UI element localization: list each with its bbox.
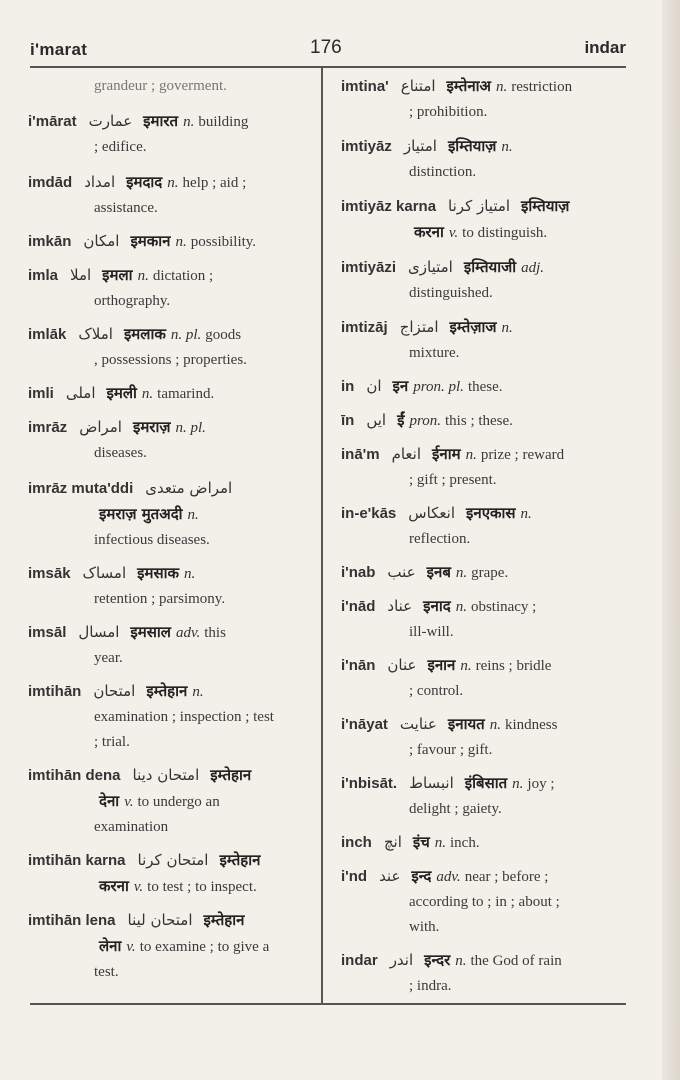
definition: prize ; reward [480, 447, 565, 463]
dictionary-entry [28, 934, 310, 985]
urdu-form: امداد [84, 173, 116, 191]
hindi-form: इम्तेहान [210, 766, 252, 784]
definition-continued: infectious diseases. [94, 532, 210, 548]
dictionary-entry [28, 381, 310, 407]
dictionary-entry [341, 653, 629, 704]
dictionary-entry [28, 908, 310, 934]
headword: in [341, 378, 355, 395]
definition-continued: distinguished. [409, 285, 493, 301]
headword: i'mārat [28, 113, 77, 130]
urdu-form: امساک [82, 564, 127, 582]
dictionary-entry [341, 948, 629, 999]
dictionary-entry [28, 789, 310, 840]
dictionary-entry [341, 220, 629, 246]
urdu-form: امسال [78, 623, 120, 641]
urdu-form: امتیاز [403, 137, 437, 155]
hindi-form: इन्द [411, 867, 432, 885]
dictionary-entry [28, 874, 310, 900]
hindi-form: इमकान [130, 232, 171, 250]
definition: ; trial. [94, 734, 130, 750]
part-of-speech: pron. pl. [413, 379, 464, 395]
headword: imrāz muta'ddi [28, 480, 134, 497]
part-of-speech: n. [434, 835, 447, 851]
definition: obstinacy ; [470, 599, 537, 615]
entry-line [28, 679, 310, 705]
urdu-form: امتزاج [399, 318, 439, 336]
hindi-form: इंच [412, 833, 430, 851]
headword: i'nāyat [341, 716, 388, 733]
definition-continued: assistance. [94, 200, 158, 216]
page-number: 176 [310, 37, 342, 58]
part-of-speech: n. [489, 717, 501, 733]
entry-line [28, 476, 310, 502]
definition: grape. [471, 565, 509, 581]
headword: imsāk [28, 565, 71, 582]
definition-continued: test. [94, 964, 119, 980]
hindi-form: इन [392, 377, 409, 395]
entry-line [28, 502, 310, 528]
entry-line [28, 908, 310, 934]
hindi-form: इनाद [423, 597, 451, 615]
definition-continued: ; edifice. [94, 139, 147, 155]
dictionary-entry [341, 771, 629, 822]
part-of-speech: n. [187, 507, 199, 523]
entry-line [28, 74, 310, 99]
dictionary-entry [28, 322, 310, 373]
entry-line [28, 109, 310, 135]
part-of-speech: pron. [409, 413, 442, 429]
definition-continued: year. [94, 650, 123, 666]
entry-line [341, 194, 629, 220]
dictionary-entry [341, 408, 629, 434]
urdu-form: عند [379, 867, 401, 885]
hindi-form: करना [414, 223, 444, 241]
dictionary-entry [28, 679, 310, 730]
urdu-form: ان [366, 377, 382, 395]
dictionary-entry [341, 74, 629, 125]
headword: īn [341, 412, 355, 429]
definition-continued: ill-will. [409, 624, 454, 640]
part-of-speech: n. [455, 565, 468, 581]
dictionary-entry [341, 442, 629, 493]
hindi-form: इन्दर [424, 951, 451, 969]
urdu-form: امتناع [400, 77, 436, 95]
urdu-form: امتحان دینا [132, 766, 200, 784]
entry-line [341, 864, 629, 890]
definition: restriction [511, 79, 573, 95]
definition: this [204, 625, 226, 641]
hindi-form: इनब [426, 563, 451, 581]
definition-continued: distinction. [409, 164, 477, 180]
headword: inch [341, 834, 372, 851]
dictionary-entry [28, 170, 310, 221]
dictionary-entry [341, 134, 629, 185]
entry-line [341, 134, 629, 160]
headword: imtihān [28, 683, 82, 700]
dictionary-entry [341, 194, 629, 220]
headword: imtizāj [341, 319, 388, 336]
dictionary-entry [341, 560, 629, 586]
entry-line [28, 848, 310, 874]
urdu-form: اندر [389, 951, 414, 969]
entry-line [28, 322, 310, 348]
headword: imtihān dena [28, 767, 121, 784]
entry-line [28, 381, 310, 407]
hindi-form: ईं [397, 411, 405, 429]
hindi-form: इमारत [143, 112, 179, 130]
part-of-speech: n. [465, 447, 477, 463]
entry-line [28, 561, 310, 587]
headword: imsāl [28, 624, 67, 641]
entry-line [341, 771, 629, 797]
definition-continued: retention ; parsimony. [94, 591, 226, 607]
definition: reins ; bridle [475, 658, 552, 674]
urdu-form: عناد [387, 597, 413, 615]
hindi-form: इमलाक [123, 325, 166, 343]
urdu-form: عنب [387, 563, 416, 581]
part-of-speech: n. [455, 953, 467, 969]
hindi-form: इम्तियाज़ [447, 137, 497, 155]
dictionary-entry [28, 476, 310, 502]
urdu-form: امتحان [93, 682, 136, 700]
definition-continued: ; control. [409, 683, 464, 699]
entry-line [28, 170, 310, 196]
headword: imkān [28, 233, 72, 250]
dictionary-entry [341, 864, 629, 940]
urdu-form: عنان [387, 656, 417, 674]
definition-continued: ; favour ; gift. [409, 742, 493, 758]
definition-continued: examination ; inspection ; test [94, 709, 274, 725]
top-rule [30, 66, 626, 68]
definition: to distinguish. [462, 225, 548, 241]
hindi-form: इमराज़ मुतअदी [99, 505, 183, 523]
entry-line [28, 229, 310, 255]
page-edge [662, 0, 680, 1080]
hindi-form: इमला [102, 266, 133, 284]
urdu-form: امراض [79, 418, 122, 436]
part-of-speech: n. [175, 234, 187, 250]
hindi-form: लेना [99, 937, 122, 955]
part-of-speech: n. [501, 139, 513, 155]
part-of-speech: v. [124, 794, 134, 810]
entry-line [28, 730, 310, 755]
dictionary-entry [28, 502, 310, 553]
part-of-speech: n. [141, 386, 154, 402]
hindi-form: इमसाल [130, 623, 171, 641]
hindi-form: देना [99, 792, 120, 810]
dictionary-entry [28, 263, 310, 314]
entry-line [28, 263, 310, 289]
hindi-form: इमदाद [126, 173, 163, 191]
definition-continued: ; indra. [409, 978, 452, 994]
definition: inch. [450, 835, 480, 851]
part-of-speech: v. [126, 939, 136, 955]
dictionary-entry [341, 830, 629, 856]
hindi-form: इम्तेज़ाज [449, 318, 497, 336]
urdu-form: انعکاس [408, 504, 456, 522]
hindi-form: इम्तियाजी [463, 258, 517, 276]
definition: tamarind. [157, 386, 215, 402]
part-of-speech: n. pl. [175, 420, 206, 436]
headword: imlāk [28, 326, 67, 343]
definition-continued: mixture. [409, 345, 460, 361]
definition: near ; before ; [464, 869, 549, 885]
hindi-form: इमराज़ [132, 418, 171, 436]
headword: in-e'kās [341, 505, 397, 522]
urdu-form: امراض متعدی [145, 479, 233, 497]
entry-line [28, 415, 310, 441]
hindi-form: इनएकास [466, 504, 516, 522]
entry-line [341, 374, 629, 400]
urdu-form: ایں [366, 411, 387, 429]
definition-continued: examination [94, 819, 169, 835]
definition-continued: ; gift ; present. [409, 472, 497, 488]
entry-line [341, 560, 629, 586]
hindi-form: इम्तेहान [219, 851, 261, 869]
definition: joy ; [527, 776, 555, 792]
definition-continued: according to ; in ; about ; [409, 894, 560, 910]
right-guide-word: indar [584, 38, 626, 57]
headword: imtiyāzi [341, 259, 397, 276]
part-of-speech: n. [184, 566, 196, 582]
dictionary-entry [28, 730, 310, 755]
definition-continued: with. [409, 919, 440, 935]
definition-continued: ; prohibition. [409, 104, 488, 120]
headword: imla [28, 267, 59, 284]
part-of-speech: n. [183, 114, 195, 130]
dictionary-entry [28, 74, 310, 99]
entry-line [341, 653, 629, 679]
dictionary-entry [28, 848, 310, 874]
headword: imtiyāz karna [341, 198, 437, 215]
part-of-speech: adv. [175, 625, 201, 641]
definition-continued: reflection. [409, 531, 471, 547]
left-guide-word: i'marat [30, 40, 88, 59]
urdu-form: امتحان کرنا [137, 851, 209, 869]
dictionary-entry [28, 415, 310, 466]
urdu-form: انبساط [409, 774, 454, 792]
hindi-form: इनायत [447, 715, 485, 733]
part-of-speech: n. [460, 658, 472, 674]
definition-continued: diseases. [94, 445, 147, 461]
hindi-form: इम्तियाज़ [521, 197, 570, 215]
entry-line [341, 830, 629, 856]
urdu-form: املا [70, 266, 92, 284]
dictionary-entry [28, 763, 310, 789]
hindi-form: इंबिसात [464, 774, 508, 792]
definition: goods [205, 327, 242, 343]
part-of-speech: n. [520, 506, 532, 522]
hindi-form: इमसाक [137, 564, 180, 582]
hindi-form: इम्तेनाअ [446, 77, 491, 95]
headword: i'nd [341, 868, 368, 885]
part-of-speech: n. pl. [170, 327, 202, 343]
entry-line [341, 501, 629, 527]
entry-line [28, 934, 310, 960]
hindi-form: ईनाम [432, 445, 461, 463]
dictionary-entry [341, 712, 629, 763]
definition-continued: , possessions ; properties. [94, 352, 247, 368]
definition: these. [467, 379, 503, 395]
part-of-speech: adj. [521, 260, 545, 276]
entry-line [28, 763, 310, 789]
definition: help ; aid ; [182, 175, 247, 191]
bottom-rule [30, 1003, 626, 1005]
dictionary-entry [341, 501, 629, 552]
right-column [341, 74, 629, 999]
part-of-speech: n. [512, 776, 524, 792]
urdu-form: عنایت [399, 715, 437, 733]
headword: inā'm [341, 446, 380, 463]
headword: imtihān lena [28, 912, 116, 929]
definition: to undergo an [137, 794, 220, 810]
definition: this ; these. [445, 413, 513, 429]
dictionary-entry [28, 561, 310, 612]
entry-line [341, 74, 629, 100]
part-of-speech: n. [137, 268, 149, 284]
headword: imtina' [341, 78, 389, 95]
headword: imdād [28, 174, 73, 191]
part-of-speech: v. [133, 879, 144, 895]
definition: building [198, 114, 249, 130]
urdu-form: عمارت [88, 112, 133, 130]
headword: imtihān karna [28, 852, 126, 869]
hindi-form: इनान [427, 656, 456, 674]
headword: imtiyāz [341, 138, 392, 155]
dictionary-entry [28, 620, 310, 671]
definition-continued: orthography. [94, 293, 171, 309]
headword: i'nān [341, 657, 376, 674]
definition: the God of rain [470, 953, 562, 969]
entry-line [28, 620, 310, 646]
part-of-speech: adv. [436, 869, 461, 885]
part-of-speech: n. [501, 320, 513, 336]
entry-line [28, 789, 310, 815]
dictionary-entry [341, 255, 629, 306]
headword: i'nab [341, 564, 376, 581]
dictionary-entry [341, 315, 629, 366]
urdu-form: امتیاز کرنا [448, 197, 511, 215]
headword: i'nbisāt. [341, 775, 398, 792]
definition: to examine ; to give a [139, 939, 270, 955]
urdu-form: امتحان لینا [127, 911, 193, 929]
entry-line [341, 442, 629, 468]
dictionary-entry [341, 594, 629, 645]
headword: imrāz [28, 419, 68, 436]
page-header [30, 38, 626, 62]
dictionary-entry [28, 229, 310, 255]
definition: to test ; to inspect. [147, 879, 257, 895]
part-of-speech: n. [455, 599, 467, 615]
part-of-speech: n. [496, 79, 508, 95]
entry-line [28, 874, 310, 900]
definition-continued: delight ; gaiety. [409, 801, 502, 817]
definition: kindness [504, 717, 558, 733]
part-of-speech: n. [192, 684, 204, 700]
urdu-form: املی [65, 384, 96, 402]
entry-line [341, 408, 629, 434]
dictionary-entry [28, 109, 310, 160]
urdu-form: امتیازی [408, 258, 453, 276]
urdu-form: املاک [78, 325, 113, 343]
hindi-form: इम्तेहान [203, 911, 245, 929]
hindi-form: करना [99, 877, 129, 895]
dictionary-entry [341, 374, 629, 400]
column-divider [321, 68, 323, 1003]
hindi-form: इम्तेहान [146, 682, 188, 700]
entry-line [341, 594, 629, 620]
entry-line [341, 220, 629, 246]
urdu-form: امکان [83, 232, 120, 250]
part-of-speech: v. [448, 225, 459, 241]
headword: indar [341, 952, 378, 969]
entry-line [341, 712, 629, 738]
entry-line [341, 315, 629, 341]
entry-line [341, 255, 629, 281]
left-column [28, 74, 310, 985]
headword: imli [28, 385, 54, 402]
entry-line [341, 948, 629, 974]
hindi-form: इमली [106, 384, 137, 402]
headword: i'nād [341, 598, 376, 615]
definition: dictation ; [152, 268, 214, 284]
part-of-speech: n. [167, 175, 179, 191]
definition: possibility. [190, 234, 257, 250]
urdu-form: انچ [383, 833, 402, 851]
urdu-form: انعام [391, 445, 422, 463]
definition: grandeur ; goverment. [94, 78, 227, 94]
